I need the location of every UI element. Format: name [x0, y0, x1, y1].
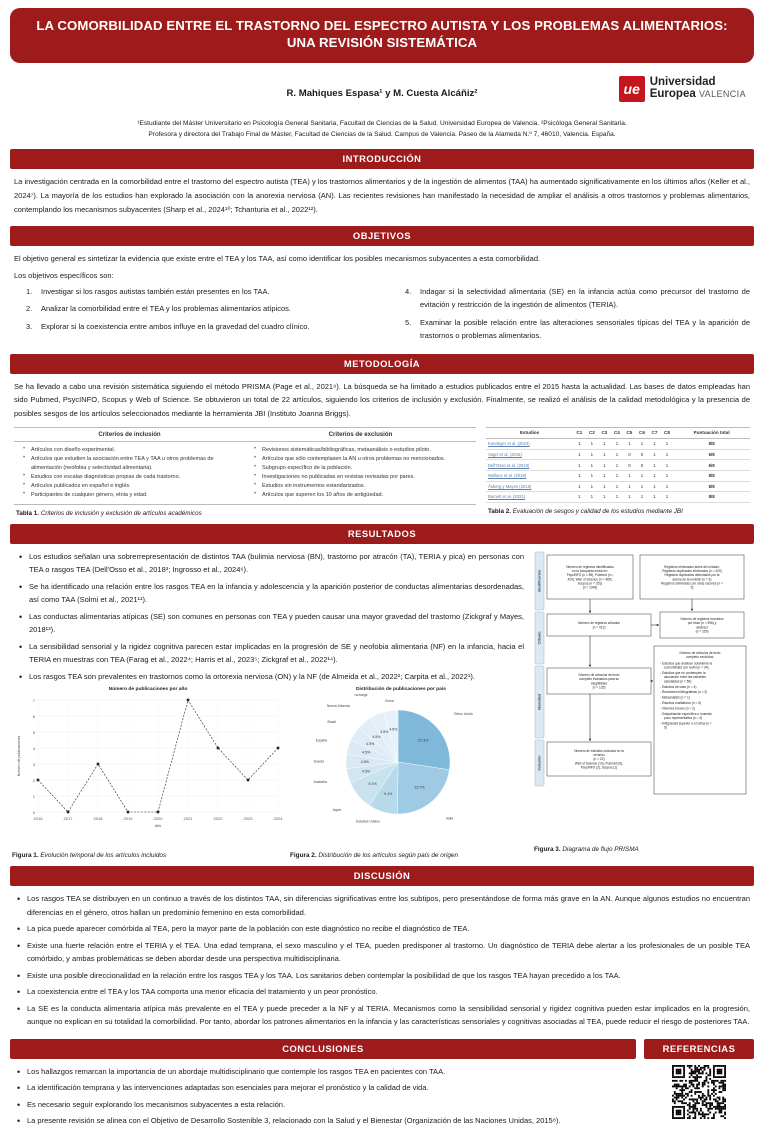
tabla2-col-header: C2 [586, 428, 599, 439]
prisma-box-line: Registros eliminados antes del cribado: [664, 564, 720, 569]
tabla1-caption [14, 510, 476, 517]
tabla2-cell: 1 [611, 449, 624, 460]
prisma-box-line: Número de artículos de texto [578, 672, 620, 677]
tabla1-item: • Artículos publicados en español e inglés. [22, 482, 237, 491]
objetivo-text: Explorar si la coexistencia entre ambos influye en la gravedad del cuadro clínico. [41, 321, 310, 331]
svg-text:Idoneidad: Idoneidad [537, 693, 542, 710]
tabla2-total: 8/8 [673, 439, 750, 450]
prisma-exclusion-item: - Subpoblación específica o muestra [660, 711, 712, 716]
prisma-box-line: 424), Web of Science (n = 489), [567, 576, 613, 581]
tabla2-study[interactable]: Åsberg y Mayes (2018) [486, 481, 573, 492]
section-header-referencias: REFERENCIAS [644, 1039, 754, 1059]
tabla2-total: 8/8 [673, 470, 750, 481]
pie-value-label: 4.5% [372, 735, 381, 740]
prisma-exclusion-item: - Antigüedad superior a 10 años (n = [660, 721, 712, 726]
prisma-box-line: Registros eliminados por otras razones (n = [661, 580, 723, 585]
pie-value-label: 4.5% [361, 769, 371, 774]
prisma-box-line: Número de registros identificados [566, 564, 614, 569]
pie-chart [290, 694, 512, 844]
y-axis-tick: 6 [32, 714, 35, 720]
tabla2-cell: 1 [648, 481, 661, 492]
tabla2-body [486, 439, 750, 503]
x-axis-tick: 2017 [63, 816, 73, 822]
tabla2-cell: 1 [648, 470, 661, 481]
objetivo-text: Investigar si los rasgos autistas también están presentes en los TAA. [41, 286, 270, 296]
tabla1-item: • Artículos que estudien la asociación entre TEA y TAA u otros problemas de alimentación (neofobia y selectividad alimentaria). [22, 455, 237, 473]
tabla2-cell: 1 [573, 492, 586, 503]
objetivos-columns [10, 285, 754, 347]
tabla2-total: 8/8 [673, 481, 750, 492]
data-point [187, 699, 190, 702]
tabla2-cell: 1 [573, 481, 586, 492]
tabla2-cell: 1 [611, 460, 624, 471]
pie-value-label: 9.1% [368, 781, 377, 786]
objetivo-item: 5. Examinar la posible relación entre las alteraciones sensoriales típicas del TEA y la aparición de trastornos o problemas alimentarios. [405, 317, 750, 341]
tabla2-cell: 1 [661, 460, 674, 471]
tabla2-caption-text: Evaluación de sesgos y calidad de los estudios mediante JBI [510, 507, 683, 515]
tabla2-cell: 1 [661, 439, 674, 450]
x-axis-tick: 2020 [153, 816, 163, 822]
tabla2-cell: 1 [611, 492, 624, 503]
objetivo-item: 3. Explorar si la coexistencia entre ambos influye en la gravedad del cuadro clínico. [26, 321, 310, 331]
conclusion-item: • Es necesario seguir explorando los mecanismos subyacentes a esta relación. [14, 1098, 632, 1112]
tabla1-item: • Subgrupo específico de la población. [253, 464, 468, 473]
poster-title-bar [10, 8, 754, 63]
tabla2-cell: 1 [573, 460, 586, 471]
prisma-box [547, 614, 651, 636]
y-axis-label: Número de publicaciones [17, 735, 21, 777]
conclusiones-col [10, 1032, 636, 1131]
data-point [97, 763, 100, 766]
tabla2-study[interactable]: Wallace et al. (2018) [486, 470, 573, 481]
pie-category-label: Reino Unido [454, 712, 473, 717]
figura-3 [534, 550, 752, 860]
tabla1-item: • Participantes de cualquier género, etnia y edad. [22, 491, 237, 500]
y-axis-tick: 3 [32, 762, 35, 768]
prisma-box-line: (n = 229) [695, 628, 709, 633]
discusion-item: • Existe una fuerte relación entre el TERIA y el TEA. Una edad temprana, el sexo masculino y el TEA, pueden predisponer al trastorno. Un diagnóstico de TERIA debe alertar a los profesionales de un posible TEA comórbido, y ambas problemáticas se deben abordar desde una perspectiva multidisciplinaria. [14, 939, 750, 966]
logo-campus: VALENCIA [698, 88, 746, 99]
tabla2-cell: 1 [636, 439, 649, 450]
x-axis-tick: 2024 [273, 816, 283, 822]
figura-2-caption-text: Distribución de los artículos según país de origen [316, 852, 459, 860]
tabla1-caption-label: Tabla 1. [16, 509, 39, 517]
section-header-objetivos: OBJETIVOS [10, 226, 754, 246]
x-axis-tick: 2021 [183, 816, 193, 822]
prisma-box-line: Registros duplicados detectados por la [664, 572, 720, 577]
tabla2-col-header: C1 [573, 428, 586, 439]
methodology-tables [10, 427, 754, 516]
objetivo-item: 1. Investigar si los rasgos autistas también están presentes en los TAA. [26, 286, 270, 296]
tabla2-cell: 1 [586, 439, 599, 450]
tabla2-header-row [486, 428, 750, 439]
prisma-box-line: autora de la revisión (n = 6) [672, 576, 712, 581]
objetivo-item: 4. Indagar si la selectividad alimentaria (SE) en la infancia actúa como precursor del trastorno de evitación y restricción de la ingestión de alimentos (TERIA). [405, 286, 750, 310]
tabla2 [486, 427, 750, 515]
prisma-box [640, 555, 744, 599]
tabla2-col-header: C4 [611, 428, 624, 439]
figura-2-caption [290, 852, 512, 859]
tabla2-col-header: C8 [661, 428, 674, 439]
logo-line2: Europea [649, 87, 696, 100]
tabla1-caption-text: Criterios de inclusión y exclusión de artículos académicos [38, 509, 202, 517]
pie-category-label: Italia [446, 816, 454, 821]
section-header-introduccion: INTRODUCCIÓN [10, 149, 754, 169]
discusion-item: • La coexistencia entre el TEA y los TAA comporta una menor eficacia del tratamiento y un peor pronóstico. [14, 985, 750, 999]
prisma-box-line: en la búsqueda inicial en: [572, 568, 608, 573]
table-row [486, 492, 750, 503]
tabla1-inclusion-list [14, 446, 245, 499]
section-header-resultados: RESULTADOS [10, 524, 754, 544]
prisma-exclusion-item: - Estudios que analicen solamente la [660, 661, 713, 666]
resultado-item: • Las conductas alimentarias atípicas (SE) son comunes en personas con TEA y pueden causar una mayor gravedad del trastorno (Zickgraf y Mayes, 2018¹³). [16, 610, 524, 637]
prisma-box-line: Web of Science (10), Pubmed (9), [574, 760, 624, 765]
tabla2-cell: 1 [623, 492, 636, 503]
prisma-stage-band [535, 612, 544, 664]
pie-value-label: 9.1% [384, 792, 393, 797]
data-point [157, 811, 160, 814]
x-axis-tick: 2023 [243, 816, 253, 822]
conclusion-item: • La identificación temprana y las intervenciones adaptadas son esenciales para mejorar el pronóstico y la calidad de vida. [14, 1081, 632, 1095]
prisma-box-line: elegibilidad [591, 680, 607, 685]
tabla1-item: • Estudios con escalas diagnósticas propias de cada trastorno. [22, 473, 237, 482]
tabla2-cell: 1 [598, 449, 611, 460]
prisma-box [547, 668, 651, 694]
tabla1-item: • Artículos que sólo contemplasen la AN u otros problemas no mencionados. [253, 455, 468, 464]
pie-category-label: China [384, 698, 394, 703]
section-header-metodologia: METODOLOGÍA [10, 354, 754, 374]
pie-value-label: 22.7% [414, 785, 425, 790]
tabla2-col-header: C3 [598, 428, 611, 439]
prisma-flow-diagram [534, 550, 748, 840]
tabla2-caption [486, 508, 750, 515]
y-axis-tick: 5 [32, 730, 35, 736]
affiliation-line1: ¹Estudiante del Máster Universitario en Psicología General Sanitaria, Facultad de Ciencias de la Salud. Universidad Europea de Valencia. ²Psicóloga General Sanitaria. [137, 119, 627, 127]
tabla2-cell: 1 [598, 470, 611, 481]
table-row [486, 439, 750, 450]
pie-category-label: España [315, 738, 328, 743]
svg-text:Inclusión: Inclusión [537, 755, 542, 771]
prisma-box-line: Número de registros cribados [578, 620, 620, 625]
tabla2-cell: 0 [636, 449, 649, 460]
objetivo-item: 2. Analizar la comorbilidad entre el TEA y los problemas alimentarios atípicos. [26, 304, 291, 314]
prisma-box-line: revisión [593, 752, 605, 757]
poster-title-line2: UNA REVISIÓN SISTEMÁTICA [286, 35, 478, 51]
x-axis-tick: 2022 [213, 816, 223, 822]
tabla2-cell: 1 [636, 481, 649, 492]
data-point [217, 747, 220, 750]
affiliation-line2: Profesora y directora del Trabajo Final de Máster, Facultad de Ciencias de la Salud. Campus de Valencia. Paseo de la Alameda N.º 7, 46010, Valencia. España. [148, 130, 616, 138]
tabla2-total: 6/8 [673, 460, 750, 471]
tabla2-cell: 1 [586, 460, 599, 471]
discusion-item: • La SE es la conducta alimentaria atípica más prevalente en el TEA y puede preceder a la NF y al TERIA. Mecanismos como la sensibilidad sensorial y rigidez cognitiva pueden estar implicados en la progresión, aunque no explican en su totalidad la comorbilidad. Por tanto, abordar los patrones alimentarios en la infancia y las características sensoriales y cognitivas asociadas al TEA, puede reducir el riesgo de posteriores TAA. [14, 1002, 750, 1029]
pie-category-label: Noruega [354, 694, 368, 697]
tabla1 [14, 427, 476, 516]
tabla2-total: 6/8 [673, 449, 750, 460]
tabla1-header-exclusion: Criterios de exclusión [328, 431, 393, 439]
conclusiones-list [10, 1065, 636, 1128]
prisma-stage-band [535, 552, 544, 610]
tabla2-study[interactable]: Vagni et al. (2016) [486, 449, 573, 460]
tabla2-cell: 1 [661, 481, 674, 492]
tabla2-cell: 1 [586, 470, 599, 481]
tabla2-cell: 1 [661, 492, 674, 503]
conclusion-item: • Los hallazgos remarcan la importancia de un abordaje multidisciplinario que contemple los rasgos TEA en pacientes con TAA. [14, 1065, 632, 1079]
tabla2-study[interactable]: Dell'Osso et al. (2018) [486, 460, 573, 471]
tabla1-header-inclusion: Criterios de inclusión [98, 431, 161, 439]
logo-line1: Universidad [649, 76, 716, 89]
prisma-stage-band [535, 666, 544, 738]
resultado-item: • Se ha identificado una relación entre los rasgos TEA en la infancia y adolescencia y la aparición posterior de conductas alimentarias desordenadas, así como TAA (Solmi et al., 2021¹¹). [16, 580, 524, 607]
figura-1-caption [12, 852, 284, 859]
tabla2-cell: 1 [623, 470, 636, 481]
prisma-box-line: 5) [690, 585, 694, 590]
tabla2-cell: 1 [573, 470, 586, 481]
figures-row [12, 687, 528, 859]
discusion-item: • Los rasgos TEA se distribuyen en un continuo a través de los distintos TAA, sin diferencias significativas entre los subtipos, pero presentándose de forma más grave en la AN. Aunque algunos estudios no encuentran diferencias en el género, otros hallan un predominio femenino en esta comorbilidad. [14, 892, 750, 919]
data-point [67, 811, 70, 814]
tabla2-cell: 1 [648, 449, 661, 460]
discusion-list [10, 892, 754, 1029]
data-point [247, 779, 250, 782]
table-row [486, 449, 750, 460]
tabla2-cell: 1 [648, 492, 661, 503]
tabla2-cell: 1 [598, 460, 611, 471]
pie-value-label: 4.5% [362, 750, 371, 755]
tabla2-col-header: Estudios [486, 428, 573, 439]
affiliation [10, 119, 754, 140]
pie-value-label: 4.5% [380, 730, 389, 735]
prisma-exclusion-item: 5) [664, 725, 667, 730]
tabla2-cell: 1 [661, 470, 674, 481]
tabla2-cell: 1 [573, 449, 586, 460]
objetivos-col-right [393, 285, 750, 347]
prisma-box-line: Scopus (n = 351) [577, 580, 603, 585]
prisma-box [660, 612, 744, 638]
pie-value-label: 4.5% [360, 760, 369, 765]
figura-3-caption-label: Figura 3. [534, 845, 561, 853]
svg-text:Identificación: Identificación [537, 569, 542, 592]
tabla2-cell: 1 [623, 481, 636, 492]
tabla2-table [486, 427, 750, 503]
prisma-exclusion-item: - Estudios que no contemplen la [660, 670, 706, 675]
prisma-box-line: completo evaluados para su [579, 676, 619, 681]
svg-text:Cribado: Cribado [537, 631, 542, 645]
discusion-item: • La pica puede aparecer comórbida al TEA, pero la mayor parte de la población con este diagnóstico no recibe el diagnóstico de TEA. [14, 922, 750, 936]
prisma-exclusion-box [654, 646, 746, 794]
tabla2-col-header: Puntuación total [673, 428, 750, 439]
university-logo [619, 76, 746, 102]
prisma-exclusion-item: poco representativa (n = 4) [664, 715, 703, 720]
resultado-item: • Los rasgos TEA son prevalentes en trastornos como la ortorexia nerviosa (ON) y la NF (de Almeida et al., 2022²; Carpita et al., 2022¹). [16, 670, 524, 684]
prisma-box-line: por título (n = 598) y [687, 620, 717, 625]
prisma-exclusion-item: - Informes breves (n = 2) [660, 706, 695, 711]
prisma-exclusion-item: - Metaanálisis (n = 1) [660, 695, 690, 700]
pie-category-label: Suecia [313, 759, 325, 764]
line-chart [12, 694, 284, 844]
tabla1-item: • Artículos que superen los 10 años de antigüedad. [253, 491, 468, 500]
conclusion-item: • La presente revisión se alinea con el Objetivo de Desarrollo Sostenible 3, relacionado con la Salud y el Bienestar (Organización de las Naciones Unidas, 2015⁸). [14, 1114, 632, 1128]
prisma-box-line: (n = 1349) [582, 585, 598, 590]
pie-value-label: 27.3% [418, 738, 429, 743]
discusion-item: • Existe una posible direccionalidad en la relación entre los rasgos TEA y los TAA. Los sanitarios deben contemplar la posibilidad de que los rasgos TEA hayan precedido a los TAA. [14, 969, 750, 983]
prisma-box-line: PsycINFO (2), Scopus (1) [580, 765, 618, 770]
data-point [277, 747, 280, 750]
figura-3-caption-text: Diagrama de flujo PRISMA [560, 845, 639, 853]
tabla2-total: 8/8 [673, 492, 750, 503]
qr-code-icon[interactable] [672, 1065, 726, 1119]
pie-category-label: Nueva Zelanda [326, 704, 350, 709]
tabla2-col-header: C5 [623, 428, 636, 439]
logo-mark-icon: ue [619, 76, 645, 102]
y-axis-tick: 4 [32, 746, 35, 752]
tabla2-cell: 1 [611, 470, 624, 481]
tabla2-col-header: C7 [648, 428, 661, 439]
tabla2-cell: 1 [586, 449, 599, 460]
tabla1-item: • Estudios sin instrumentos estandarizados. [253, 482, 468, 491]
tabla2-study[interactable]: Barnett et al. (2021) [486, 492, 573, 503]
resultados-wrap [10, 550, 754, 860]
figura-1-caption-text: Evolución temporal de los artículos incluidos [38, 852, 167, 860]
tabla2-cell: 1 [636, 470, 649, 481]
tabla1-item: • Investigaciones no publicadas en revistas revisadas por pares. [253, 473, 468, 482]
x-axis-tick: 2019 [123, 816, 133, 822]
figura-2 [290, 687, 512, 859]
conclusiones-row [10, 1032, 754, 1131]
tabla1-item: • Revisiones sistemáticas/bibliográficas, metaanálisis o estudios piloto. [253, 446, 468, 455]
metodologia-text: Se ha llevado a cabo una revisión sistemática siguiendo el método PRISMA (Page et al., 2021⁹). La búsqueda se ha limitado a estudios publicados entre el 2015 hasta la actualidad. Las bases de datos empleadas han sido Pubmed, PsycINFO, Scopus y Web of Science. Se obtuvieron un total de 22 artículos, siguiendo los criterios de inclusión y exclusión. Finalmente, se realizó el análisis de la calidad metodológica y la presencia de posibles sesgos de los artículos seleccionados mediante la herramienta JBI (Instituto Joanna Briggs). [14, 381, 750, 419]
table-row [486, 460, 750, 471]
prisma-box [547, 555, 633, 599]
prisma-exclusion-item: estudiadas (n = 56) [664, 679, 692, 684]
prisma-box [547, 742, 651, 776]
tabla2-cell: 1 [636, 492, 649, 503]
objetivo-text: Examinar la posible relación entre las alteraciones sensoriales típicas del TEA y la aparición de trastornos o problemas alimentarios. [420, 317, 750, 341]
pie-category-label: Australia [313, 780, 327, 785]
prisma-box-line: abstract [696, 624, 708, 629]
tabla2-cell: 1 [648, 439, 661, 450]
prisma-box-line: Número de registros excluidos [680, 616, 724, 621]
objetivos-general: El objetivo general es sintetizar la evidencia que existe entre el TEA y los TAA, así como identificar los posibles mecanismos subyacentes a esta comorbilidad. [14, 253, 541, 263]
tabla2-cell: 1 [611, 439, 624, 450]
introduccion-text: La investigación centrada en la comorbilidad entre el trastorno del espectro autista (TEA) y los trastornos alimentarios y de la ingestión de alimentos (TAA) ha aumentado significativamente en los últimos años (Keller et al., 2024⁷). La mayoría de los estudios han explorado la asociación con la anorexia nerviosa (AN). Las recientes revisiones han manifestado la necesidad de ampliar el análisis a otros trastornos y problemas alimentarios, contemplando los mecanismos subyacentes (Sharp et al., 2024¹⁰; Tchanturia et al., 2022¹²). [14, 177, 750, 214]
prisma-box-line: completo excluidos: [686, 654, 714, 659]
tabla2-cell: 1 [598, 439, 611, 450]
tabla2-cell: 0 [623, 449, 636, 460]
x-axis-label: Año [154, 824, 162, 829]
figura-1-title: Número de publicaciones por año [108, 687, 188, 693]
prisma-box-line: Registros duplicados eliminados (n = 420) [662, 568, 722, 573]
tabla2-cell: 1 [598, 492, 611, 503]
tabla2-cell: 1 [648, 460, 661, 471]
tabla2-cell: 0 [623, 460, 636, 471]
pie-value-label: 4.5% [389, 727, 398, 732]
prisma-exclusion-item: - Estudios de caso (n = 4) [660, 684, 697, 689]
data-point [127, 811, 130, 814]
y-axis-tick: 1 [32, 794, 35, 800]
tabla2-col-header: C6 [636, 428, 649, 439]
tabla2-cell: 0 [636, 460, 649, 471]
prisma-box-line: (n = 135) [592, 684, 606, 689]
y-axis-tick: 2 [32, 778, 35, 784]
prisma-exclusion-item: asociación entre las variables [664, 674, 706, 679]
tabla2-cell: 1 [623, 439, 636, 450]
data-point [37, 779, 40, 782]
tabla2-cell: 1 [586, 492, 599, 503]
prisma-box-line: (n = 22) [593, 756, 605, 761]
prisma-stage-band [535, 740, 544, 786]
objetivo-text: Analizar la comorbilidad entre el TEA y los problemas alimentarios atípicos. [41, 304, 291, 314]
poster-title-line1: LA COMORBILIDAD ENTRE EL TRASTORNO DEL ESPECTRO AUTISTA Y LOS PROBLEMAS ALIMENTARIOS: [36, 18, 728, 33]
objetivo-text: Indagar si la selectividad alimentaria (SE) en la infancia actúa como precursor del trastorno de evitación y restricción de la ingestión de alimentos (TERIA). [420, 286, 750, 310]
resultados-left [12, 550, 528, 860]
pie-category-label: Japón [332, 808, 342, 813]
tabla2-study[interactable]: Kandeger et al. (2024) [486, 439, 573, 450]
prisma-box-line: (n = 912) [592, 624, 606, 629]
tabla1-item: • Artículos con diseño experimental. [22, 446, 237, 455]
tabla2-cell: 1 [661, 449, 674, 460]
authors-row [10, 76, 754, 114]
prisma-box-line: Número de estudios incluidos en la [574, 748, 624, 753]
tabla2-cell: 1 [598, 481, 611, 492]
authors-text: R. Mahiques Espasa¹ y M. Cuesta Alcáñiz² [286, 87, 478, 99]
prisma-exclusion-item: comorbilidad con la AN (n = 34) [664, 665, 709, 670]
x-axis-tick: 2016 [33, 816, 43, 822]
pie-value-label: 4.5% [366, 742, 375, 747]
tabla2-caption-label: Tabla 2. [488, 507, 511, 515]
figura-2-caption-label: Figura 2. [290, 852, 317, 860]
resultados-list [12, 550, 528, 684]
tabla1-exclusion-list [245, 446, 476, 499]
prisma-exclusion-item: - Estudios cualitativos (n = 5) [660, 700, 702, 705]
figura-2-title: Distribución de publicaciones por país [356, 687, 446, 693]
figura-1 [12, 687, 284, 859]
y-axis-tick: 0 [32, 810, 35, 816]
tabla2-cell: 1 [573, 439, 586, 450]
tabla2-cell: 1 [611, 481, 624, 492]
poster-root [0, 8, 764, 1126]
resultado-item: • Los estudios señalan una sobrerrepresentación de distintos TAA (bulimia nerviosa (BN), trastorno por atracón (TA), TERIA y pica) en personas con TEA o rasgos TEA (Dell'Osso et al., 2018³; Ingrosso et al., 2024⁶). [16, 550, 524, 577]
objetivos-lead: Los objetivos específicos son: [14, 270, 114, 280]
section-header-discusion: DISCUSIÓN [10, 866, 754, 886]
figura-3-caption [534, 846, 752, 853]
referencias-col [644, 1032, 754, 1119]
resultado-item: • La sensibilidad sensorial y la rigidez cognitiva parecen estar implicadas en la progresión de SE y neofobia alimentaria (NF) en la infancia, hacia el TERIA en muestras con TEA (Farag et al., 2022⁴; Harris et al., 2023⁵; Zickgraf et al., 2022¹⁴). [16, 640, 524, 667]
prisma-box-line: PsycINFO (n = 85), Pubmed (n = [566, 572, 614, 577]
y-axis-tick: 7 [32, 698, 35, 704]
prisma-box-line: Número de artículos de texto [679, 650, 721, 655]
pie-category-label: Estados Unidos [356, 819, 380, 824]
objetivos-col-left [14, 285, 371, 347]
prisma-exclusion-item: - Revisiones bibliográficas (n = 2) [660, 689, 708, 694]
pie-category-label: Brasil [327, 719, 337, 724]
section-header-conclusiones: CONCLUSIONES [10, 1039, 636, 1059]
figura-1-caption-label: Figura 1. [12, 852, 39, 860]
table-row [486, 481, 750, 492]
tabla2-cell: 1 [586, 481, 599, 492]
table-row [486, 470, 750, 481]
x-axis-tick: 2018 [93, 816, 103, 822]
